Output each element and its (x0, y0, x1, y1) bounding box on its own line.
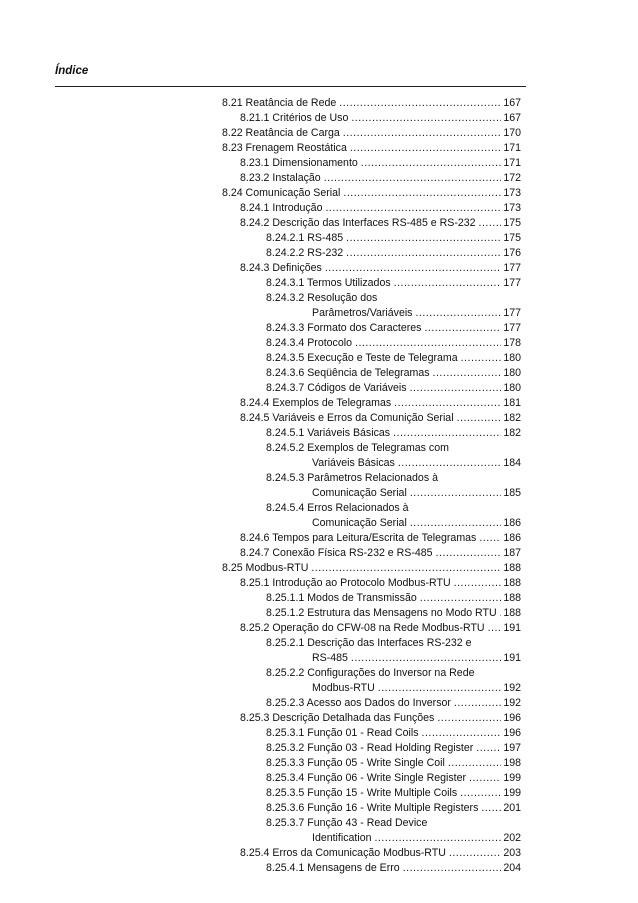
toc-entry-page: 177 (503, 307, 521, 319)
toc-leader-dots (476, 741, 501, 756)
toc-entry-page: 204 (503, 862, 521, 874)
toc-entry-title: 8.24.3.2 Resolução dos (266, 292, 378, 304)
toc-entry-title: 8.24.5.3 Parâmetros Relacionados à (266, 472, 438, 484)
toc-leader-dots (424, 321, 501, 336)
toc-entry-title: 8.25.3.1 Função 01 - Read Coils (266, 727, 419, 739)
toc-entry[interactable] (0, 771, 638, 786)
toc-leader-dots (355, 336, 501, 351)
toc-leader-dots (343, 186, 501, 201)
toc-entry[interactable] (0, 861, 638, 876)
toc-entry-page: 196 (503, 727, 521, 739)
toc-entry-page: 180 (503, 352, 521, 364)
toc-leader-dots (324, 171, 502, 186)
toc-entry-title: 8.25.1.2 Estrutura das Mensagens no Modo RTU (266, 607, 497, 619)
toc-entry-title: 8.25.3.5 Função 15 - Write Multiple Coils (266, 787, 458, 799)
toc-entry-title: Variáveis Básicas (312, 457, 395, 469)
toc-entry-title: 8.25 Modbus-RTU (222, 562, 309, 574)
toc-leader-dots (454, 576, 502, 591)
toc-entry[interactable] (0, 126, 638, 141)
toc-entry-title: 8.24.3.5 Execução e Teste de Telegrama (266, 352, 458, 364)
toc-entry[interactable] (0, 141, 638, 156)
toc-leader-dots (351, 651, 501, 666)
toc-entry[interactable] (0, 546, 638, 561)
toc-entry-page: 191 (503, 622, 521, 634)
toc-leader-dots (346, 246, 501, 261)
toc-entry[interactable] (0, 216, 638, 231)
toc-entry-page: 198 (503, 757, 521, 769)
toc-entry-page: 199 (503, 772, 521, 784)
toc-leader-dots (403, 861, 502, 876)
toc-entry-title: 8.25.2 Operação do CFW-08 na Rede Modbus-RTU (240, 622, 485, 634)
toc-entry-page: 184 (503, 457, 521, 469)
toc-entry-page: 177 (503, 262, 521, 274)
toc-entry[interactable] (0, 276, 638, 291)
toc-entry[interactable] (0, 171, 638, 186)
toc-entry-page: 188 (503, 577, 521, 589)
toc-entry[interactable] (0, 471, 638, 501)
toc-entry-page: 171 (503, 157, 521, 169)
toc-entry-title: 8.25.3.2 Função 03 - Read Holding Register (266, 742, 474, 754)
toc-entry-page: 175 (503, 217, 521, 229)
toc-leader-dots (436, 546, 502, 561)
toc-entry[interactable] (0, 261, 638, 276)
toc-entry[interactable] (0, 621, 638, 636)
toc-entry-title: 8.24.3.7 Códigos de Variáveis (266, 382, 407, 394)
table-of-contents (0, 96, 638, 876)
toc-entry[interactable] (0, 96, 638, 111)
toc-entry-page: 173 (503, 202, 521, 214)
toc-leader-dots (479, 531, 501, 546)
toc-entry-page: 167 (503, 97, 521, 109)
toc-leader-dots (393, 426, 501, 441)
toc-leader-dots (351, 111, 501, 126)
toc-entry-title: 8.24.3 Definições (240, 262, 322, 274)
header-rule (55, 86, 526, 87)
toc-leader-dots (481, 801, 501, 816)
toc-entry-page: 177 (503, 277, 521, 289)
toc-leader-dots (461, 351, 502, 366)
toc-entry-title: 8.25.3.6 Função 16 - Write Multiple Registers (266, 802, 479, 814)
toc-entry-page: 188 (503, 592, 521, 604)
toc-leader-dots (422, 726, 502, 741)
toc-leader-dots (420, 591, 502, 606)
toc-leader-dots (325, 261, 501, 276)
toc-leader-dots (488, 621, 502, 636)
toc-leader-dots (311, 561, 501, 576)
toc-leader-dots (449, 846, 501, 861)
toc-entry-page: 175 (503, 232, 521, 244)
toc-entry-title: 8.25.2.1 Descrição das Interfaces RS-232 e (266, 637, 472, 649)
toc-entry-page: 177 (503, 322, 521, 334)
toc-entry-title: Identification (312, 832, 372, 844)
toc-entry-page: 170 (503, 127, 521, 139)
toc-entry-page: 186 (503, 517, 521, 529)
toc-entry-page: 167 (503, 112, 521, 124)
toc-leader-dots (325, 201, 501, 216)
toc-entry[interactable] (0, 636, 638, 666)
toc-entry-title: 8.25.1.1 Modos de Transmissão (266, 592, 417, 604)
toc-entry-title: Comunicação Serial (312, 517, 407, 529)
toc-entry-title: 8.25.4 Erros da Comunicação Modbus-RTU (240, 847, 446, 859)
toc-entry-title: 8.25.2.3 Acesso aos Dados do Inversor (266, 697, 451, 709)
toc-entry-page: 202 (503, 832, 521, 844)
toc-entry[interactable] (0, 426, 638, 441)
toc-entry-title: 8.24.5.2 Exemplos de Telegramas com (266, 442, 449, 454)
toc-entry-page: 181 (503, 397, 521, 409)
toc-entry-title: 8.24.3.3 Formato dos Caracteres (266, 322, 422, 334)
toc-entry-page: 197 (503, 742, 521, 754)
toc-entry-title: 8.24 Comunicação Serial (222, 187, 341, 199)
toc-entry[interactable] (0, 411, 638, 426)
toc-entry[interactable] (0, 666, 638, 696)
toc-entry-page: 199 (503, 787, 521, 799)
toc-leader-dots (460, 786, 501, 801)
toc-entry-title: 8.24.7 Conexão Física RS-232 e RS-485 (240, 547, 433, 559)
toc-entry-title: Modbus-RTU (312, 682, 375, 694)
toc-entry-title: 8.25.4.1 Mensagens de Erro (266, 862, 400, 874)
toc-leader-dots (394, 396, 501, 411)
toc-entry[interactable] (0, 726, 638, 741)
toc-entry-title: 8.25.3 Descrição Detalhada das Funções (240, 712, 435, 724)
toc-entry[interactable] (0, 846, 638, 861)
toc-entry-title: 8.24.3.4 Protocolo (266, 337, 352, 349)
toc-leader-dots (361, 156, 502, 171)
toc-entry-title: 8.25.3.4 Função 06 - Write Single Register (266, 772, 467, 784)
toc-leader-dots (410, 516, 502, 531)
toc-entry-title: 8.24.4 Exemplos de Telegramas (240, 397, 392, 409)
toc-entry-title: Parâmetros/Variáveis (312, 307, 413, 319)
toc-entry[interactable] (0, 441, 638, 471)
toc-entry-page: 196 (503, 712, 521, 724)
toc-entry-page: 180 (503, 367, 521, 379)
toc-entry-page: 186 (503, 532, 521, 544)
toc-entry-title: 8.25.3.3 Função 05 - Write Single Coil (266, 757, 445, 769)
toc-entry[interactable] (0, 501, 638, 531)
toc-entry-page: 178 (503, 337, 521, 349)
toc-leader-dots (350, 141, 501, 156)
toc-entry-title: Comunicação Serial (312, 487, 407, 499)
toc-entry-page: 182 (503, 412, 521, 424)
toc-entry-title: 8.24.1 Introdução (240, 202, 323, 214)
toc-leader-dots (479, 216, 502, 231)
toc-leader-dots (410, 486, 502, 501)
toc-entry-title: 8.21 Reatância de Rede (222, 97, 337, 109)
toc-entry[interactable] (0, 576, 638, 591)
toc-leader-dots (437, 711, 501, 726)
toc-entry[interactable] (0, 366, 638, 381)
toc-leader-dots (346, 231, 501, 246)
toc-leader-dots (415, 306, 501, 321)
toc-entry-page: 176 (503, 247, 521, 259)
toc-entry[interactable] (0, 156, 638, 171)
toc-leader-dots (454, 696, 501, 711)
toc-entry-title: 8.24.6 Tempos para Leitura/Escrita de Telegramas (240, 532, 477, 544)
toc-entry[interactable] (0, 561, 638, 576)
toc-entry[interactable] (0, 186, 638, 201)
toc-entry[interactable] (0, 381, 638, 396)
toc-entry-title: 8.22 Reatância de Carga (222, 127, 340, 139)
toc-entry[interactable] (0, 231, 638, 246)
toc-entry[interactable] (0, 396, 638, 411)
toc-entry-title: 8.23 Frenagem Reostática (222, 142, 347, 154)
toc-entry-title: 8.24.5.4 Erros Relacionados à (266, 502, 409, 514)
toc-entry-title: 8.21.1 Critérios de Uso (240, 112, 349, 124)
toc-entry-page: 188 (503, 562, 521, 574)
toc-entry[interactable] (0, 756, 638, 771)
toc-entry[interactable] (0, 531, 638, 546)
toc-leader-dots (374, 831, 501, 846)
toc-entry-page: 191 (503, 652, 521, 664)
toc-entry[interactable] (0, 336, 638, 351)
toc-entry-title: 8.25.3.7 Função 43 - Read Device (266, 817, 428, 829)
toc-entry[interactable] (0, 321, 638, 336)
toc-leader-dots (410, 381, 502, 396)
toc-leader-dots (394, 276, 502, 291)
toc-entry-title: 8.24.3.1 Termos Utilizados (266, 277, 391, 289)
toc-entry-page: 188 (503, 607, 521, 619)
toc-entry[interactable] (0, 801, 638, 816)
toc-entry-title: 8.24.2.1 RS-485 (266, 232, 344, 244)
toc-entry-page: 172 (503, 172, 521, 184)
toc-entry-page: 182 (503, 427, 521, 439)
toc-leader-dots (469, 771, 501, 786)
toc-entry-page: 180 (503, 382, 521, 394)
toc-leader-dots (343, 126, 502, 141)
toc-entry-title: 8.24.5.1 Variáveis Básicas (266, 427, 391, 439)
toc-entry-title: 8.24.5 Variáveis e Erros da Comunição Serial (240, 412, 454, 424)
toc-entry[interactable] (0, 816, 638, 846)
toc-entry-page: 171 (503, 142, 521, 154)
toc-entry[interactable] (0, 591, 638, 606)
toc-entry-title: 8.23.1 Dimensionamento (240, 157, 358, 169)
toc-entry-page: 201 (503, 802, 521, 814)
toc-entry-title: RS-485 (312, 652, 348, 664)
toc-leader-dots (398, 456, 501, 471)
toc-entry-page: 192 (503, 682, 521, 694)
toc-entry-title: 8.25.1 Introdução ao Protocolo Modbus-RTU (240, 577, 451, 589)
toc-leader-dots (433, 366, 502, 381)
toc-entry-title: 8.23.2 Instalação (240, 172, 321, 184)
toc-entry-page: 203 (503, 847, 521, 859)
toc-entry[interactable] (0, 246, 638, 261)
toc-entry[interactable] (0, 291, 638, 321)
toc-entry[interactable] (0, 711, 638, 726)
toc-entry[interactable] (0, 786, 638, 801)
toc-entry[interactable] (0, 351, 638, 366)
toc-entry-title: 8.24.2 Descrição das Interfaces RS-485 e RS-232 (240, 217, 476, 229)
toc-entry[interactable] (0, 741, 638, 756)
toc-leader-dots (448, 756, 501, 771)
toc-entry-page: 185 (503, 487, 521, 499)
toc-entry-page: 173 (503, 187, 521, 199)
toc-leader-dots (339, 96, 501, 111)
toc-entry-page: 187 (503, 547, 521, 559)
toc-leader-dots (457, 411, 502, 426)
toc-entry-title: 8.24.3.6 Seqüência de Telegramas (266, 367, 430, 379)
toc-entry-title: 8.24.2.2 RS-232 (266, 247, 344, 259)
toc-entry-title: 8.25.2.2 Configurações do Inversor na Rede (266, 667, 475, 679)
toc-entry[interactable] (0, 606, 638, 621)
toc-entry-page: 192 (503, 697, 521, 709)
toc-leader-dots (378, 681, 502, 696)
toc-entry[interactable] (0, 696, 638, 711)
toc-entry[interactable] (0, 201, 638, 216)
index-title: Índice (55, 65, 89, 77)
toc-entry[interactable] (0, 111, 638, 126)
